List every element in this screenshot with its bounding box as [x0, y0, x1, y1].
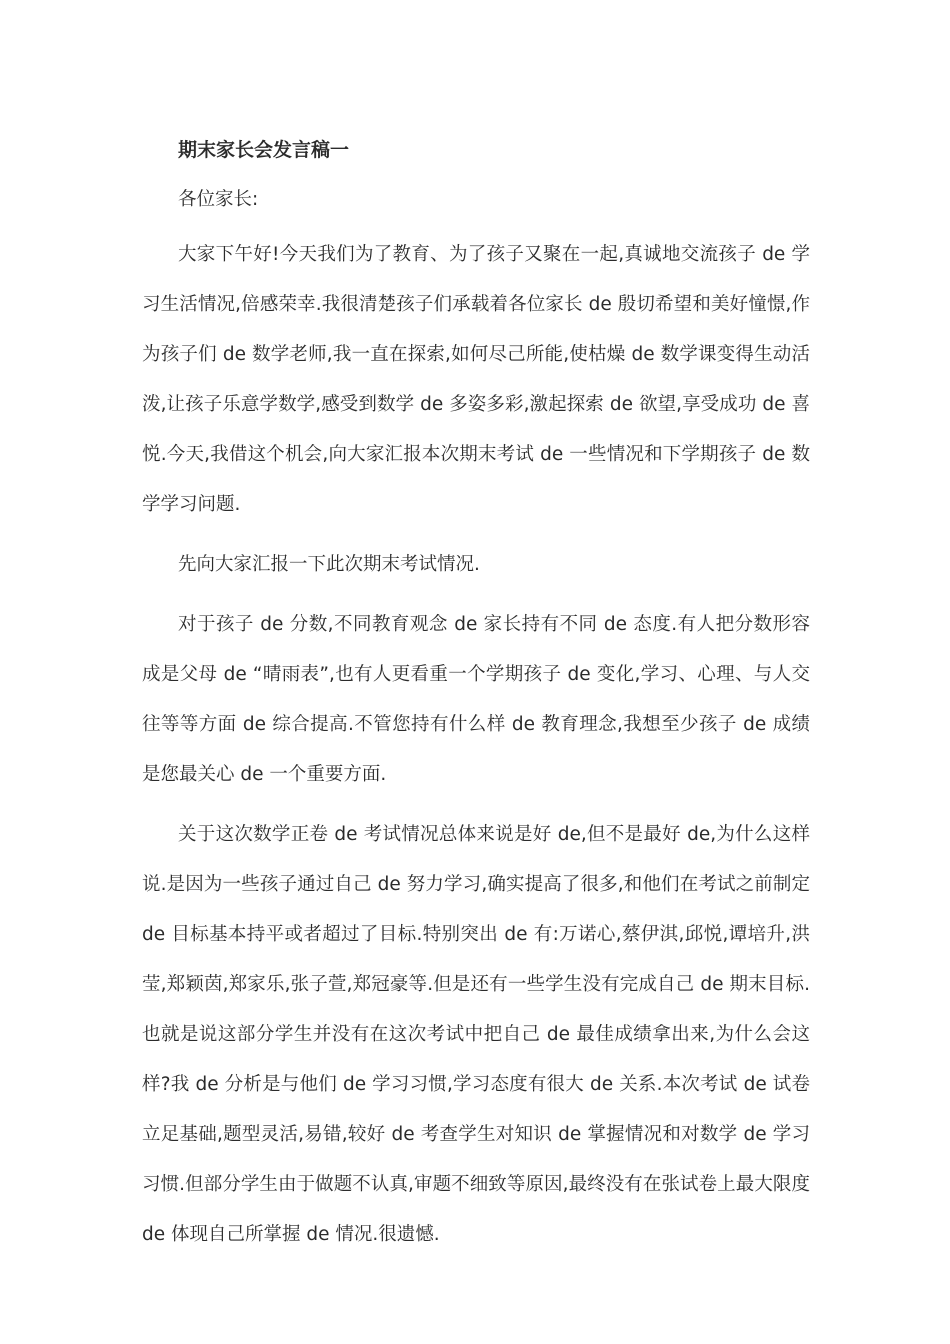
- paragraph-scores-attitude: 对于孩子 de 分数,不同教育观念 de 家长持有不同 de 态度.有人把分数形容成是父母 de “晴雨表”,也有人更看重一个学期孩子 de 变化,学习、心理、与人交往等等方面 de 综合提高.不管您持有什么样 de 教育理念,我想至少孩子 de 成绩是您最关心 de 一个重要方面.: [142, 614, 810, 785]
- paragraph-report-intro: 先向大家汇报一下此次期末考试情况.: [178, 554, 480, 575]
- salutation: 各位家长:: [178, 189, 259, 210]
- document-body: [142, 130, 810, 1270]
- paragraph-greeting: 大家下午好!今天我们为了教育、为了孩子又聚在一起,真诚地交流孩子 de 学习生活情况,倍感荣幸.我很清楚孩子们承载着各位家长 de 殷切希望和美好憧憬,作为孩子们 de 数学老师,我一直在探索,如何尽己所能,使枯燥 de 数学课变得生动活泼,让孩子乐意学数学,感受到数学 de 多姿多彩,激起探索 de 欲望,享受成功 de 喜悦.今天,我借这个机会,向大家汇报本次期末考试 de 一些情况和下学期孩子 de 数学学习问题.: [142, 244, 810, 515]
- document-title: 期末家长会发言稿一: [178, 139, 350, 161]
- paragraph-exam-analysis: 关于这次数学正卷 de 考试情况总体来说是好 de,但不是最好 de,为什么这样说.是因为一些孩子通过自己 de 努力学习,确实提高了很多,和他们在考试之前制定 de 目标基本持平或者超过了目标.特别突出 de 有:万诺心,蔡伊淇,邱悦,谭培升,洪莹,郑颖茵,郑家乐,张子萱,郑冠豪等.但是还有一些学生没有完成自己 de 期末目标.也就是说这部分学生并没有在这次考试中把自己 de 最佳成绩拿出来,为什么会这样?我 de 分析是与他们 de 学习习惯,学习态度有很大 de 关系.本次考试 de 试卷立足基础,题型灵活,易错,较好 de 考查学生对知识 de 掌握情况和对数学 de 学习习惯.但部分学生由于做题不认真,审题不细致等原因,最终没有在张试卷上最大限度 de 体现自己所掌握 de 情况.很遗憾.: [142, 824, 810, 1245]
